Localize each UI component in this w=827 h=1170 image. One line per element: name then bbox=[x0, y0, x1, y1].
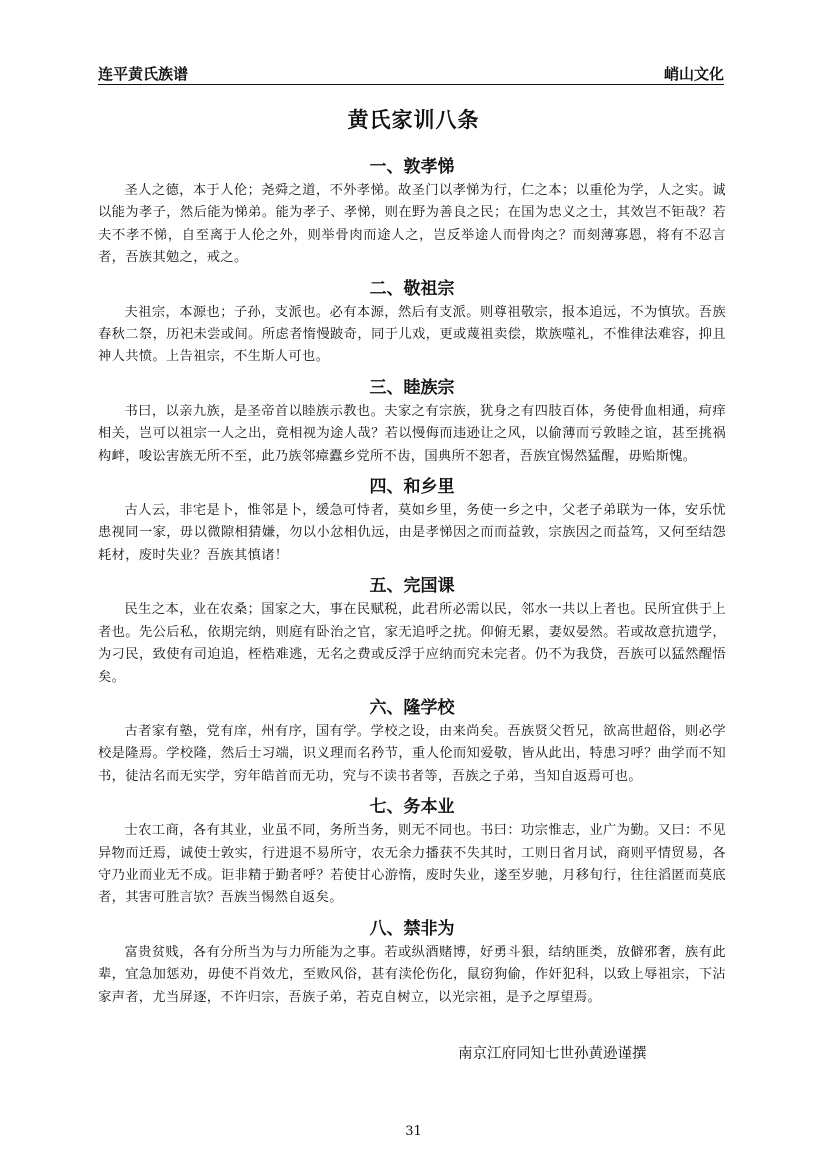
section-1 bbox=[98, 154, 726, 270]
page-number: 31 bbox=[405, 1124, 422, 1139]
section-heading: 二、敬祖宗 bbox=[369, 278, 455, 299]
section-text: 圣人之德，本于人伦；尧舜之道，不外孝悌。故圣门以孝悌为行，仁之本；以重伦为学，人之实。诚以能为孝子，然后能为悌弟。能为孝子、孝悌，则在野为善良之民；在国为忠义之士，其效岂不钜哉？若夫不孝不悌，自至离于人伦之外，则举骨肉而途人之，岂反举途人而骨肉之？而刻薄寡恩，将有不忍言者，吾族其勉之，戒之。 bbox=[98, 183, 726, 266]
section-text: 富贵贫贱，各有分所当为与力所能为之事。若或纵酒赌博，好勇斗狠，结纳匪类，放僻邪奢，族有此辈，宜急加惩劝，毋使不肖效尤，至败风俗，甚有渎伦伤化，鼠窃狗偷，作奸犯科，以致上辱祖宗，下沾家声者，尤当屏逐，不许归宗，吾族子弟，若克自树立，以光宗祖，是予之厚望焉。 bbox=[98, 944, 726, 1005]
section-3 bbox=[98, 375, 726, 468]
section-text: 士农工商，各有其业，业虽不同，务所当务，则无不同也。书曰：功宗惟志，业广为勤。又曰：不见异物而迁焉，诚使士敦实，行进退不易所守，农无余力播获不失其时，工则日省月试，商则平情贸易，各守乃业而业无不成。讵非精于勤者呼？若使甘心游惰，废时失业，遂至岁驰，月移旬行，往往滔匿而莫底者，其害可胜言欤？吾族当惕然自返矣。 bbox=[98, 823, 726, 906]
section-heading: 五、完国课 bbox=[369, 576, 455, 597]
section-text: 民生之本，业在农桑；国家之大，事在民赋税，此君所必需以民，邻水一共以上者也。民所宜供于上者也。先公后私，依期完纳，则庭有卧治之官，家无追呼之扰。仰俯无累，妻奴晏然。若或故意抗遗学，为刁民，致使有司迫追，桎梏难逃，无名之费或反浮于应纳而究未完者。仍不为我贷，吾族可以猛然醒悟矣。 bbox=[98, 602, 726, 685]
section-text: 古人云，非宅是卜，惟邻是卜，缓急可恃者，莫如乡里，务使一乡之中，父老子弟联为一体，安乐忧患视同一家，毋以微隙相猜嫌，勿以小忿相仇远，由是孝悌因之而而益敦，宗族因之而益笃，又何至结怨耗材，废时失业？吾族其慎诸！ bbox=[98, 503, 726, 563]
section-heading: 六、隆学校 bbox=[369, 697, 455, 718]
section-4 bbox=[98, 474, 726, 567]
section-heading: 七、务本业 bbox=[369, 797, 455, 818]
header-book-title: 连平黄氏族谱 bbox=[98, 65, 189, 83]
section-6 bbox=[98, 695, 726, 788]
section-text: 书曰，以亲九族，是圣帝首以睦族示教也。夫家之有宗族，犹身之有四肢百体，务使骨血相通，疴痒相关，岂可以祖宗一人之出，竟相视为途人哉？若以慢侮而违逊让之风，以偷薄而亏敦睦之谊，甚至挑祸构衅，唆讼害族无所不至，此乃族邻瘴蠹乡党所不齿，国典所不恕者，吾族宜惕然猛醒，毋贻斯愧。 bbox=[98, 403, 726, 464]
page-title: 黄氏家训八条 bbox=[347, 108, 480, 132]
section-text: 夫祖宗，本源也；子孙，支派也。必有本源，然后有支派。则尊祖敬宗，报本追远，不为慎欤。吾族春秋二祭，历祀未尝或间。所虑者惰慢跛奇，同于儿戏，更或蔑祖卖偿，欺族噬礼，不惟律法难容，抑且神人共愤。上告祖宗，不生斯人可也。 bbox=[98, 304, 726, 365]
section-5 bbox=[98, 573, 726, 689]
section-heading: 八、禁非为 bbox=[369, 918, 455, 939]
section-7 bbox=[98, 794, 726, 910]
running-header bbox=[98, 62, 724, 85]
author-signature: 南京江府同知七世孙黄逊谨撰 bbox=[458, 1046, 647, 1062]
section-heading: 一、敦孝悌 bbox=[369, 157, 455, 177]
content-body bbox=[98, 148, 726, 1009]
header-publisher: 峭山文化 bbox=[663, 65, 724, 83]
section-2 bbox=[98, 276, 726, 369]
section-text: 古者家有塾，党有庠，州有序，国有学。学校之设，由来尚矣。吾族贤父哲兄，欲高世超俗，则必学校是隆焉。学校隆，然后士习端，识义理而名矜节，重人伦而知爱敬，皆从此出，特患习呼？曲学而不知书，徒沽名而无实学，穷年皓首而无功，究与不读书者等，吾族之子弟，当知自返焉可也。 bbox=[98, 723, 726, 784]
section-8 bbox=[98, 916, 726, 1009]
section-heading: 四、和乡里 bbox=[369, 477, 455, 498]
section-heading: 三、睦族宗 bbox=[369, 377, 455, 398]
